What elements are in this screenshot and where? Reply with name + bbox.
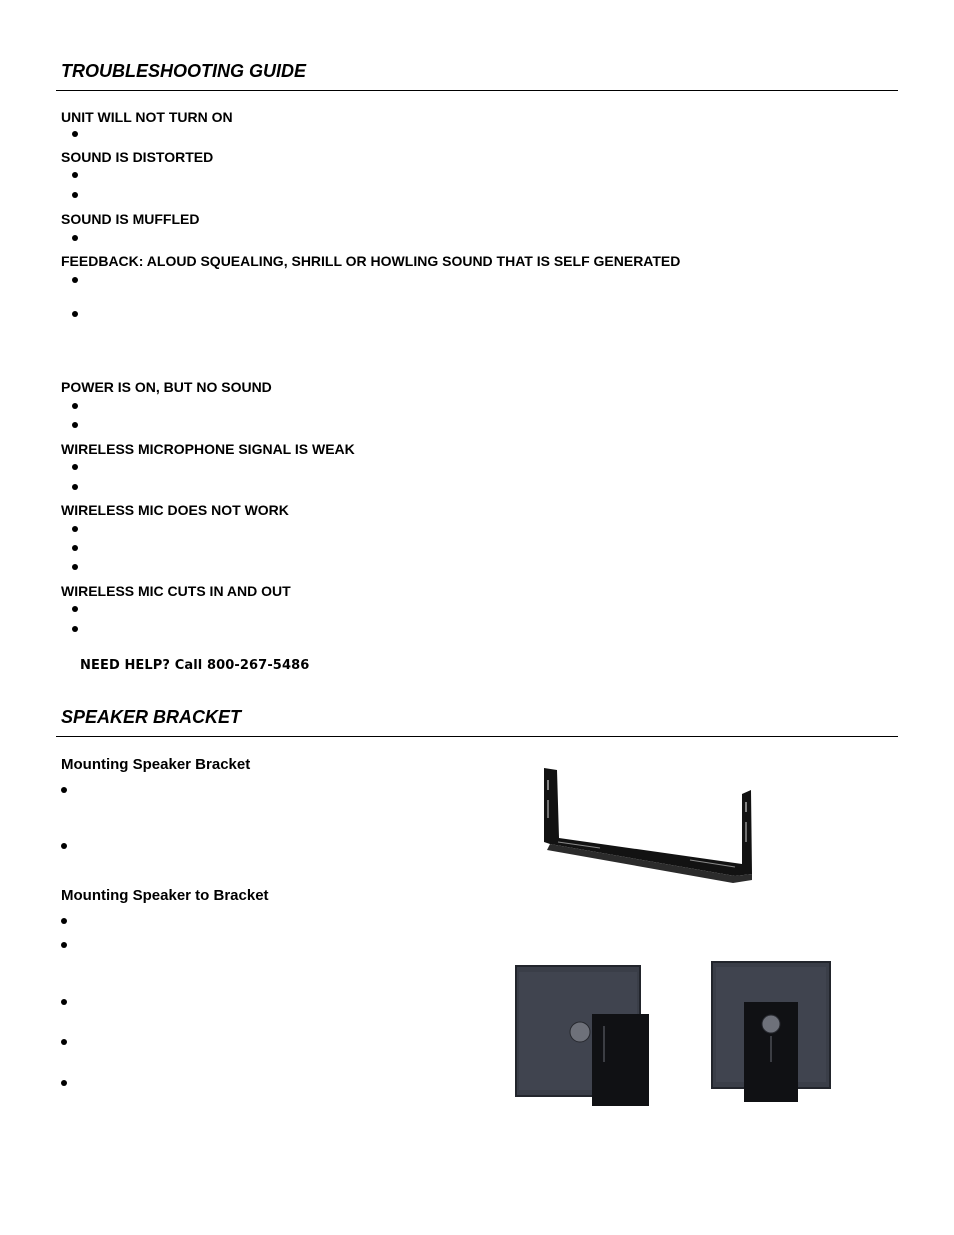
issue-heading-weak-signal: WIRELESS MICROPHONE SIGNAL IS WEAK — [61, 441, 355, 457]
bullet-point — [72, 626, 78, 632]
section-divider — [56, 90, 898, 91]
bullet-point — [61, 843, 67, 849]
mounting-speaker-heading: Mounting Speaker to Bracket — [61, 887, 269, 904]
bullet-point — [61, 918, 67, 924]
issue-heading-mic-not-working: WIRELESS MIC DOES NOT WORK — [61, 502, 289, 518]
bullet-point — [61, 999, 67, 1005]
bullet-point — [72, 192, 78, 198]
speaker-mounted-image-2 — [712, 962, 832, 1104]
bullet-point — [61, 787, 67, 793]
bullet-point — [61, 1039, 67, 1045]
bullet-point — [72, 277, 78, 283]
bullet-point — [72, 606, 78, 612]
bullet-point — [72, 526, 78, 532]
section-divider — [56, 736, 898, 737]
bullet-point — [72, 545, 78, 551]
bullet-point — [72, 172, 78, 178]
bullet-point — [61, 1080, 67, 1086]
bullet-point — [72, 403, 78, 409]
u-bracket-image — [530, 760, 760, 895]
bullet-point — [72, 484, 78, 490]
bullet-point — [61, 942, 67, 948]
mounting-bracket-heading: Mounting Speaker Bracket — [61, 756, 251, 773]
bullet-point — [72, 235, 78, 241]
bullet-point — [72, 422, 78, 428]
issue-heading-muffled: SOUND IS MUFFLED — [61, 211, 200, 227]
bullet-point — [72, 464, 78, 470]
issue-heading-no-power: UNIT WILL NOT TURN ON — [61, 109, 233, 125]
issue-heading-distorted: SOUND IS DISTORTED — [61, 149, 214, 165]
issue-heading-no-sound: POWER IS ON, BUT NO SOUND — [61, 379, 272, 395]
speaker-bracket-title: SPEAKER BRACKET — [61, 707, 242, 727]
speaker-mounted-image-1 — [516, 966, 652, 1108]
issue-heading-mic-cuts-out: WIRELESS MIC CUTS IN AND OUT — [61, 583, 291, 599]
issue-heading-feedback: FEEDBACK: ALOUD SQUEALING, SHRILL OR HOWLING SOUND THAT IS SELF GENERATED — [61, 253, 681, 269]
bullet-point — [72, 564, 78, 570]
bullet-point — [72, 311, 78, 317]
bullet-point — [72, 131, 78, 137]
troubleshooting-title: TROUBLESHOOTING GUIDE — [61, 61, 307, 81]
help-phone-line: NEED HELP? Call 800-267-5486 — [80, 658, 310, 673]
